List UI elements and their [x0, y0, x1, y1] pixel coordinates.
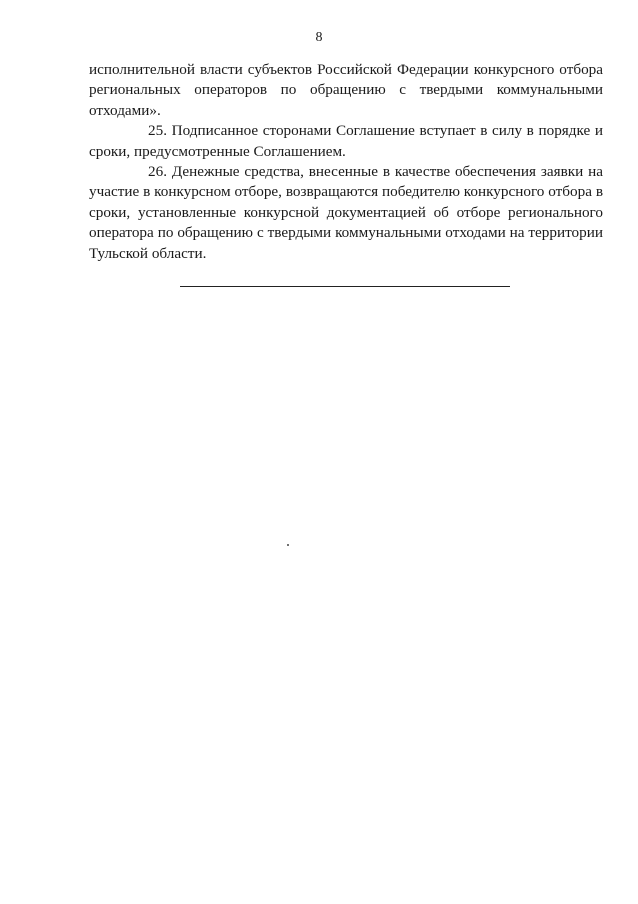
closing-divider-line	[180, 286, 510, 287]
document-body	[89, 60, 603, 264]
paragraph-continuation: исполнительной власти субъектов Российской Федерации конкурсного отбора региональных операторов по обращению с твердыми коммунальными отходами».	[89, 61, 603, 119]
paragraph-25: 25. Подписанное сторонами Соглашение вступает в силу в порядке и сроки, предусмотренные Соглашением.	[89, 122, 603, 160]
paragraph-26: 26. Денежные средства, внесенные в качестве обеспечения заявки на участие в конкурсном отборе, возвращаются победителю конкурсного отбора в сроки, установленные конкурсной документацией об отборе регионального оператора по обращению с твердыми коммунальными отходами на территории Тульской области.	[89, 163, 603, 262]
page-number: 8	[315, 30, 323, 45]
scan-speck	[287, 544, 289, 546]
